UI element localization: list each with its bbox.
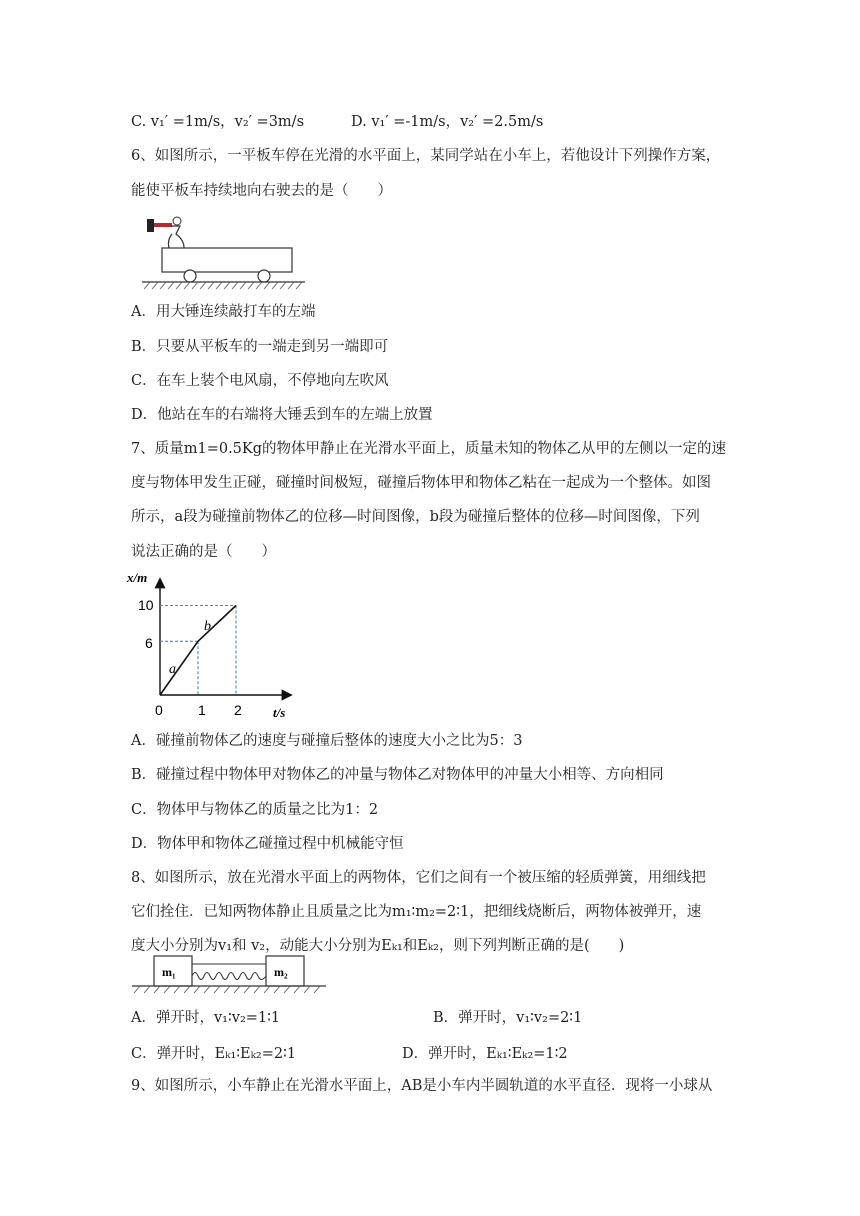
q7-stem-line3: 所示，a段为碰撞前物体乙的位移—时间图像，b段为碰撞后整体的位移—时间图像，下列 (131, 509, 700, 525)
spring-blocks-figure (130, 952, 330, 997)
hammer-handle (154, 223, 172, 227)
block-m1-label: m₁ (162, 965, 176, 979)
q7-stem-line1: 7、质量m1=0.5Kg的物体甲静止在光滑水平面上，质量未知的物体乙从甲的左侧以一定的速 (131, 441, 727, 457)
person-body (168, 226, 184, 248)
cart-wheel-left (184, 270, 196, 282)
q8-option-a: A．弹开时，v₁∶v₂=1∶1 (131, 1010, 281, 1026)
compressed-spring (192, 973, 266, 980)
q6-option-a: A．用大锤连续敲打车的左端 (131, 304, 316, 320)
q8-option-d: D．弹开时，Eₖ₁∶Eₖ₂=1∶2 (402, 1046, 568, 1062)
q6-option-d: D．他站在车的右端将大锤丢到车的左端上放置 (131, 407, 433, 423)
cart-wheel-right (258, 270, 270, 282)
q8-option-c: C．弹开时，Eₖ₁∶Eₖ₂=2∶1 (131, 1046, 297, 1062)
q5-option-d-text: v₁′ =-1m/s，v₂′ =2.5m/s (371, 114, 544, 130)
q8-option-b: B．弹开时，v₁∶v₂=2∶1 (433, 1010, 583, 1026)
q7-stem-line4: 说法正确的是（ ） (131, 544, 276, 560)
q7-option-a: A．碰撞前物体乙的速度与碰撞后整体的速度大小之比为5：3 (131, 733, 523, 749)
q6-option-c: C．在车上装个电风扇，不停地向左吹风 (131, 373, 389, 389)
origin-label: 0 (155, 702, 163, 718)
y-tick-label: 10 (138, 597, 154, 613)
q5-option-c (131, 112, 304, 132)
person-head (173, 217, 181, 225)
q7-stem-line2: 度与物体甲发生正碰，碰撞时间极短，碰撞后物体甲和物体乙粘在一起成为一个整体。如图 (131, 475, 711, 491)
q8-stem-line2: 它们拴住．已知两物体静止且质量之比为m₁∶m₂=2∶1，把细线烧断后，两物体被弹开，速 (131, 904, 702, 920)
ground-hatching (134, 986, 320, 993)
y-tick-label: 6 (145, 635, 153, 651)
cart-body (162, 248, 292, 272)
q5-option-d (351, 112, 543, 132)
x-tick-label: 2 (234, 702, 242, 718)
q9-stem-line1: 9、如图所示，小车静止在光滑水平面上，AB是小车内半圆轨道的水平直径．现将一小球从 (131, 1078, 713, 1094)
flatbed-cart-figure (140, 210, 310, 290)
q6-option-b: B．只要从平板车的一端走到另一端即可 (131, 339, 389, 355)
q8-stem-line1: 8、如图所示，放在光滑水平面上的两物体，它们之间有一个被压缩的轻质弹簧，用细线把 (131, 870, 706, 886)
segment-a-label: a (169, 662, 176, 677)
q7-option-b: B．碰撞过程中物体甲对物体乙的冲量与物体乙对物体甲的冲量大小相等、方向相同 (131, 767, 664, 783)
position-time-graph (125, 568, 300, 723)
q7-option-c: C．物体甲与物体乙的质量之比为1：2 (131, 802, 379, 818)
ground-hatching (144, 282, 302, 289)
q7-option-d: D．物体甲和物体乙碰撞过程中机械能守恒 (131, 836, 404, 852)
series-line-a (160, 641, 198, 695)
q5-option-d-label: D. (351, 114, 367, 130)
q5-option-c-label: C. (131, 114, 147, 130)
hammer-head (147, 219, 154, 232)
x-axis-label: t/s (273, 705, 286, 720)
q8-stem-line3: 度大小分别为v₁和 v₂，动能大小分别为Eₖ₁和Eₖ₂，则下列判断正确的是( ) (131, 938, 625, 954)
x-tick-label: 1 (198, 702, 206, 718)
segment-b-label: b (204, 619, 211, 634)
block-m2-label: m₂ (274, 965, 288, 979)
q6-stem-line1: 6、如图所示，一平板车停在光滑的水平面上，某同学站在小车上，若他设计下列操作方案， (131, 148, 721, 164)
y-axis-label: x/m (127, 570, 148, 585)
q5-option-c-text: v₁′ =1m/s，v₂′ =3m/s (150, 114, 305, 130)
q6-stem-line2: 能使平板车持续地向右驶去的是（ ） (131, 183, 392, 199)
